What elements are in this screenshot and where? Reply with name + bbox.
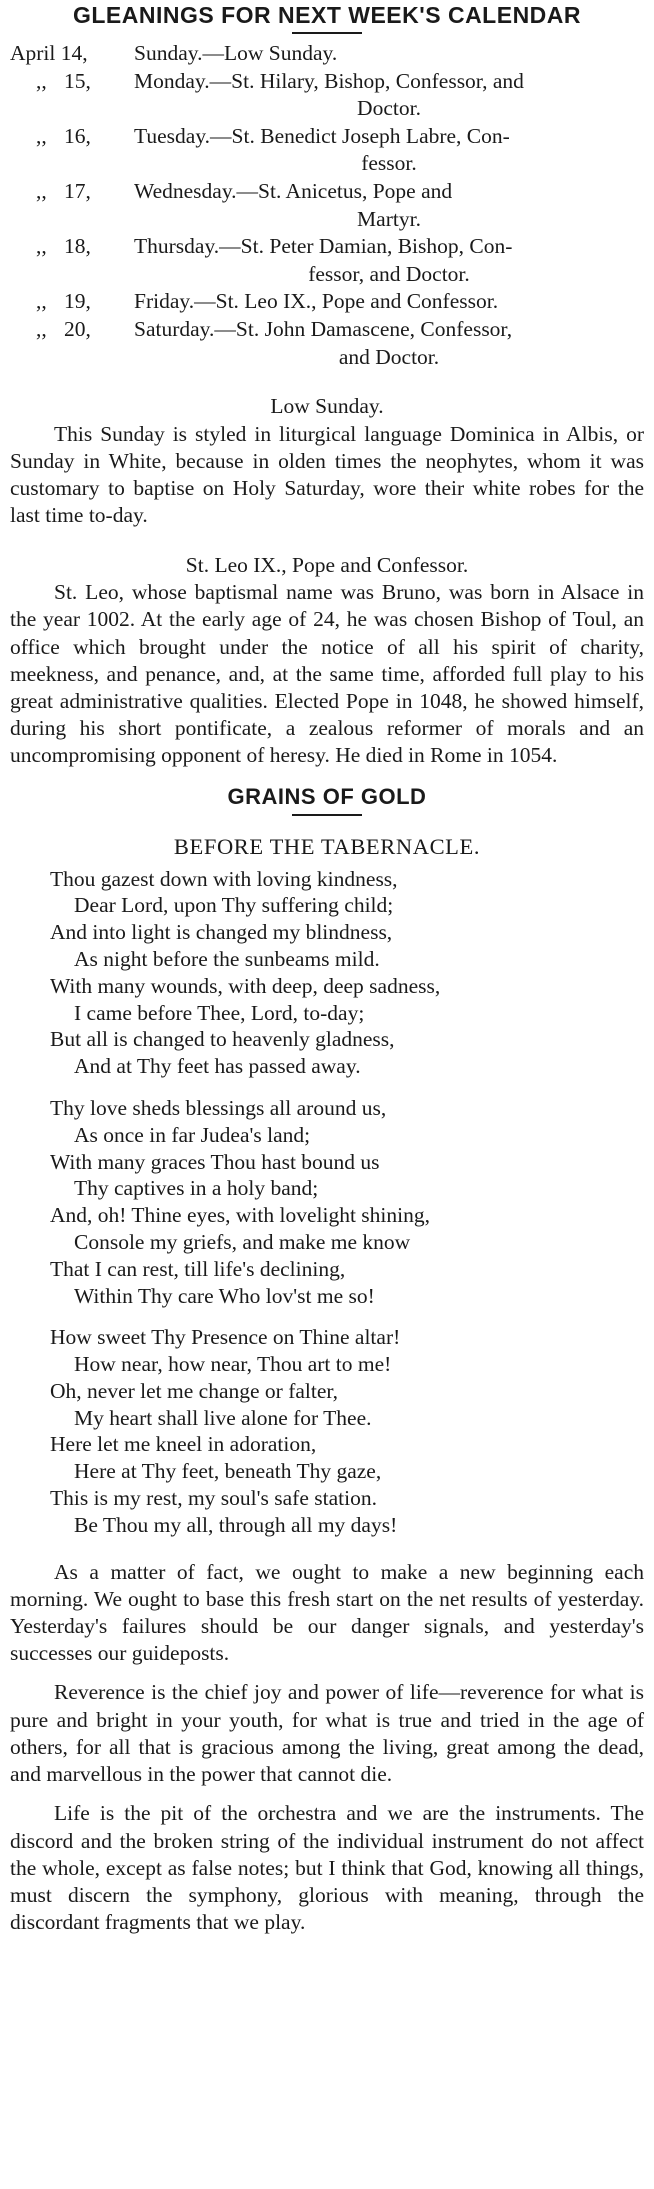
calendar-entry xyxy=(10,288,644,316)
calendar-date: ,, 19, xyxy=(36,289,91,314)
poem-line: How sweet Thy Presence on Thine altar! xyxy=(50,1325,401,1350)
poem-line: Dear Lord, upon Thy suffering child; xyxy=(74,893,394,918)
heading-rule xyxy=(292,814,362,816)
poem-line: Thy captives in a holy band; xyxy=(74,1176,319,1201)
calendar-date: ,, 18, xyxy=(36,234,91,259)
poem-stanza xyxy=(50,866,644,1080)
heading-rule xyxy=(292,32,362,34)
poem-line: Be Thou my all, through all my days! xyxy=(74,1512,398,1537)
poem-line: That I can rest, till life's declining, xyxy=(50,1256,346,1281)
poem-line: How near, how near, Thou art to me! xyxy=(74,1352,392,1377)
low-sunday-paragraph: This Sunday is styled in liturgical language Dominica in Albis, or Sunday in White, because in olden times the neophytes, whom it was customary to baptise on Holy Saturday, wore their white robes for the last time to-day. xyxy=(10,421,644,528)
calendar-text: Thursday.—St. Peter Damian, Bishop, Con- fessor, and Doctor. xyxy=(134,234,513,286)
poem-stanza xyxy=(50,1324,644,1538)
calendar-date: ,, 16, xyxy=(36,123,91,148)
calendar-entry xyxy=(10,178,644,233)
calendar-list xyxy=(10,40,644,371)
calendar-text: Sunday.—Low Sunday. xyxy=(134,41,338,65)
st-leo-paragraph: St. Leo, whose baptismal name was Bruno, was born in Alsace in the year 1002. At the early age of 24, he was chosen Bishop of Toul, an office which brought under the notice of all his spirit of charity, meekness, and penance, and, at the same time, afforded full play to his great administrative qualities. Elected Pope in 1048, he showed himself, during his short pontificate, a zealous reformer of morals and an uncompromising opponent of heresy. He died in Rome in 1054. xyxy=(10,580,644,768)
calendar-heading: GLEANINGS FOR NEXT WEEK'S CALENDAR xyxy=(72,2,582,28)
calendar-date: ,, 20, xyxy=(36,316,91,341)
calendar-entry xyxy=(10,233,644,288)
poem-stanza xyxy=(50,1095,644,1309)
calendar-entry xyxy=(10,316,644,371)
calendar-date: ,, 15, xyxy=(36,68,91,93)
calendar-date: ,, 17, xyxy=(36,178,91,203)
poem-line: Oh, never let me change or falter, xyxy=(50,1378,339,1403)
poem-line: Here at Thy feet, beneath Thy gaze, xyxy=(74,1459,382,1484)
poem-line: With many wounds, with deep, deep sadness, xyxy=(50,973,441,998)
poem-line: Console my griefs, and make me know xyxy=(74,1229,411,1254)
poem-line: I came before Thee, Lord, to-day; xyxy=(74,1000,365,1025)
calendar-text: Monday.—St. Hilary, Bishop, Confessor, and Doctor. xyxy=(134,68,524,121)
calendar-entry xyxy=(10,40,644,68)
calendar-text: Saturday.—St. John Damascene, Confessor, and Doctor. xyxy=(134,316,513,369)
calendar-date: April 14, xyxy=(10,41,88,65)
poem-line: As once in far Judea's land; xyxy=(74,1122,311,1147)
poem-line: And into light is changed my blindness, xyxy=(50,920,393,945)
st-leo-heading: St. Leo IX., Pope and Confessor. xyxy=(185,552,469,577)
calendar-entry xyxy=(10,68,644,123)
closing-paragraph: Life is the pit of the orchestra and we are the instruments. The discord and the broken string of the individual instrument do not affect the whole, except as false notes; but I think that God, knowing all things, must discern the symphony, glorious with meaning, through the discordant fragments that we play. xyxy=(10,1801,644,1935)
poem-line: Thy love sheds blessings all around us, xyxy=(50,1095,387,1120)
poem-line: This is my rest, my soul's safe station. xyxy=(50,1486,377,1511)
poem-line: Thou gazest down with loving kindness, xyxy=(50,866,398,891)
poem-line: And at Thy feet has passed away. xyxy=(74,1054,361,1079)
grains-heading: GRAINS OF GOLD xyxy=(227,783,427,809)
calendar-text: Wednesday.—St. Anicetus, Pope and Martyr. xyxy=(134,178,453,231)
closing-paragraphs xyxy=(10,1559,644,1937)
poem-line: My heart shall live alone for Thee. xyxy=(74,1405,372,1430)
poem-line: And, oh! Thine eyes, with lovelight shining, xyxy=(50,1203,430,1228)
poem-line: With many graces Thou hast bound us xyxy=(50,1149,380,1174)
closing-paragraph: As a matter of fact, we ought to make a new beginning each morning. We ought to base this fresh start on the net results of yesterday. Yesterday's failures should be our danger signals, and yesterday's successes our guideposts. xyxy=(10,1559,644,1666)
poem-line: But all is changed to heavenly gladness, xyxy=(50,1027,395,1052)
calendar-text: Friday.—St. Leo IX., Pope and Confessor. xyxy=(134,289,499,314)
low-sunday-heading: Low Sunday. xyxy=(270,394,384,419)
poem-title: BEFORE THE TABERNACLE. xyxy=(173,833,481,859)
poem-line: Here let me kneel in adoration, xyxy=(50,1432,317,1457)
poem-line: As night before the sunbeams mild. xyxy=(74,946,380,971)
calendar-text: Tuesday.—St. Benedict Joseph Labre, Con- fessor. xyxy=(134,123,510,176)
poem xyxy=(10,866,644,1539)
closing-paragraph: Reverence is the chief joy and power of life—reverence for what is pure and bright in your youth, for what is true and tried in the age of others, for all that is gracious among the living, great among the dead, and marvellous in the power that cannot die. xyxy=(10,1680,644,1787)
calendar-entry xyxy=(10,123,644,178)
poem-line: Within Thy care Who lov'st me so! xyxy=(74,1283,375,1308)
